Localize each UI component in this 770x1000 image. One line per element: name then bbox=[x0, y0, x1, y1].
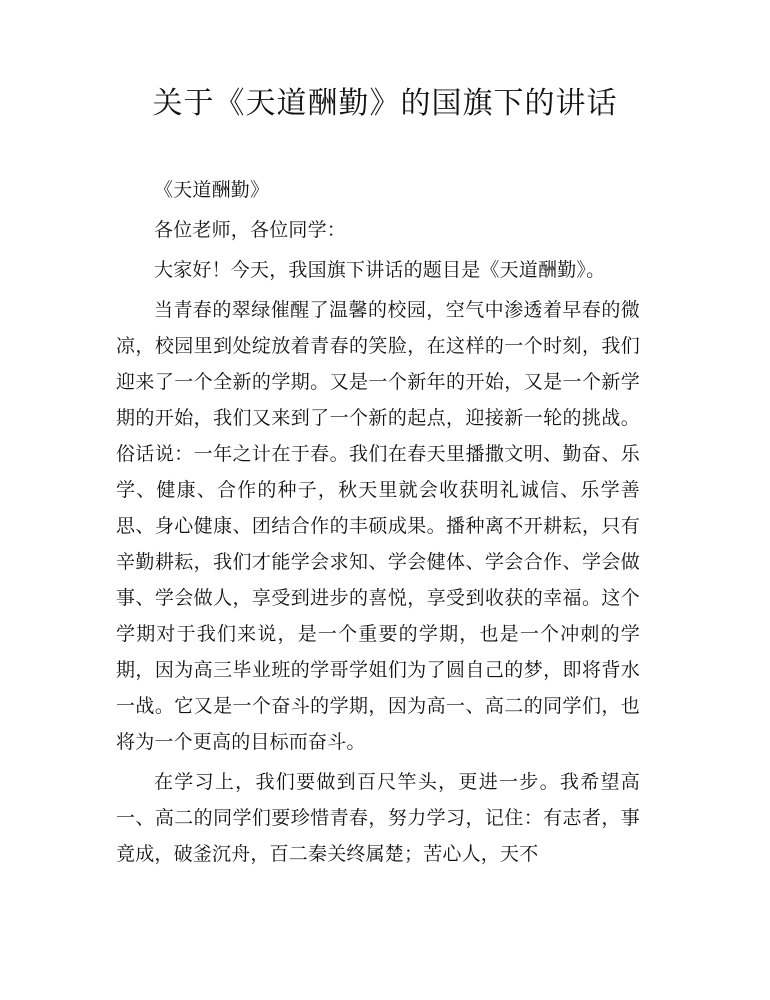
paragraph-subtitle: 《天道酬勤》 bbox=[154, 179, 270, 201]
paragraph-salutation: 各位老师，各位同学： bbox=[154, 219, 347, 241]
paragraph-body-2: 在学习上，我们要做到百尺竿头，更进一步。我希望高一、高二的同学们要珍惜青春，努力学习，记住：有志者，事竟成，破釜沉舟，百二秦关终属楚；苦心人，天不 bbox=[116, 771, 640, 865]
document-body bbox=[116, 172, 640, 876]
paragraph-greeting: 大家好！今天，我国旗下讲话的题目是《天道酬勤》。 bbox=[154, 259, 606, 281]
document-title: 关于《天道酬勤》的国旗下的讲话 bbox=[152, 86, 618, 121]
paragraph-body-1: 当青春的翠绿催醒了温馨的校园，空气中渗透着早春的微凉，校园里到处绽放着青春的笑脸，在这样的一个时刻，我们迎来了一个全新的学期。又是一个新年的开始，又是一个新学期的开始，我们又来到了一个新的起点，迎接新一轮的挑战。俗话说：一年之计在于春。我们在春天里播撒文明、勤奋、乐学、健康、合作的种子，秋天里就会收获明礼诚信、乐学善思、身心健康、团结合作的丰硕成果。播种离不开耕耘，只有辛勤耕耘，我们才能学会求知、学会健体、学会合作、学会做事、学会做人，享受到进步的喜悦，享受到收获的幸福。这个学期对于我们来说，是一个重要的学期，也是一个冲刺的学期，因为高三毕业班的学哥学姐们为了圆自己的梦，即将背水一战。它又是一个奋斗的学期，因为高一、高二的同学们，也将为一个更高的目标而奋斗。 bbox=[116, 299, 640, 753]
